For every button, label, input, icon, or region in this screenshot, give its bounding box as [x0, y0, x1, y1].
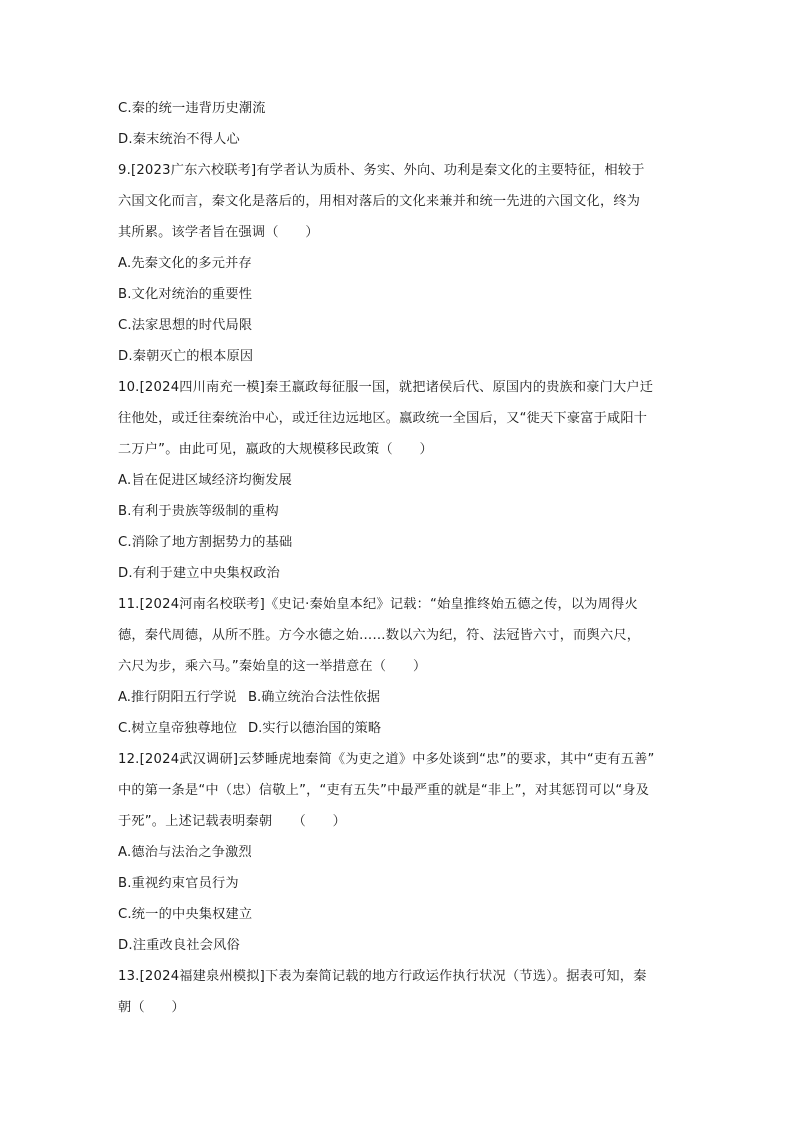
question-11-line-2: 德，秦代周德，从所不胜。方今水德之始……数以六为纪，符、法冠皆六寸，而舆六尺，: [118, 628, 641, 643]
option-b-q12: B.重视约束官员行为: [118, 876, 239, 891]
question-10-line-2: 往他处，或迁往秦统治中心，或迁往边远地区。嬴政统一全国后，又“徙天下豪富于咸阳十: [118, 411, 648, 426]
option-c-q12: C.统一的中央集权建立: [118, 907, 253, 922]
option-d-q10: D.有利于建立中央集权政治: [118, 566, 281, 581]
option-a-q11: A.推行阴阳五行学说: [118, 690, 237, 705]
option-d-q8: D.秦末统治不得人心: [118, 132, 240, 147]
option-c-q11: C.树立皇帝独尊地位: [118, 721, 237, 736]
option-b-q10: B.有利于贵族等级制的重构: [118, 504, 279, 519]
question-11-line-3: 六尺为步，乘六马。”秦始皇的这一举措意在（ ）: [118, 659, 427, 674]
option-d-q11: D.实行以德治国的策略: [248, 721, 382, 736]
question-12-line-1: 12.[2024武汉调研]云梦睡虎地秦简《为吏之道》中多处谈到“忠”的要求，其中“吏有五善”: [118, 752, 655, 767]
question-10-line-1: 10.[2024四川南充一模]秦王嬴政每征服一国，就把诸侯后代、原国内的贵族和豪门大户迁: [118, 380, 654, 395]
option-a-q10: A.旨在促进区域经济均衡发展: [118, 473, 293, 488]
option-d-q12: D.注重改良社会风俗: [118, 938, 240, 953]
question-12-line-2: 中的第一条是“中（忠）信敬上”，“吏有五失”中最严重的就是“非上”，对其惩罚可以“身及: [118, 783, 650, 798]
question-9-line-2: 六国文化而言，秦文化是落后的，用相对落后的文化来兼并和统一先进的六国文化，终为: [118, 194, 641, 209]
question-12-line-3: 于死”。上述记载表明秦朝 （ ）: [118, 814, 347, 829]
question-9-line-1: 9.[2023广东六校联考]有学者认为质朴、务实、外向、功利是秦文化的主要特征，相较于: [118, 163, 645, 178]
option-a-q12: A.德治与法治之争激烈: [118, 845, 252, 860]
question-10-line-3: 二万户”。由此可见，嬴政的大规模移民政策（ ）: [118, 442, 433, 457]
question-9-line-3: 其所累。该学者旨在强调（ ）: [118, 225, 319, 240]
options-ab-q11: [118, 689, 678, 707]
option-b-q11: B.确立统治合法性依据: [248, 690, 380, 705]
option-a-q9: A.先秦文化的多元并存: [118, 256, 252, 271]
question-11-line-1: 11.[2024河南名校联考]《史记·秦始皇本纪》记载：“始皇推终始五德之传，以为周得火: [118, 597, 638, 612]
options-cd-q11: [118, 720, 678, 738]
option-b-q9: B.文化对统治的重要性: [118, 287, 253, 302]
question-13-line-1: 13.[2024福建泉州模拟]下表为秦简记载的地方行政运作执行状况（节选）。据表可知，秦: [118, 969, 647, 984]
option-d-q9: D.秦朝灭亡的根本原因: [118, 349, 254, 364]
question-13-line-2: 朝（ ）: [118, 1000, 185, 1015]
option-c-q8: C.秦的统一违背历史潮流: [118, 101, 266, 116]
option-c-q9: C.法家思想的时代局限: [118, 318, 253, 333]
option-c-q10: C.消除了地方割据势力的基础: [118, 535, 293, 550]
